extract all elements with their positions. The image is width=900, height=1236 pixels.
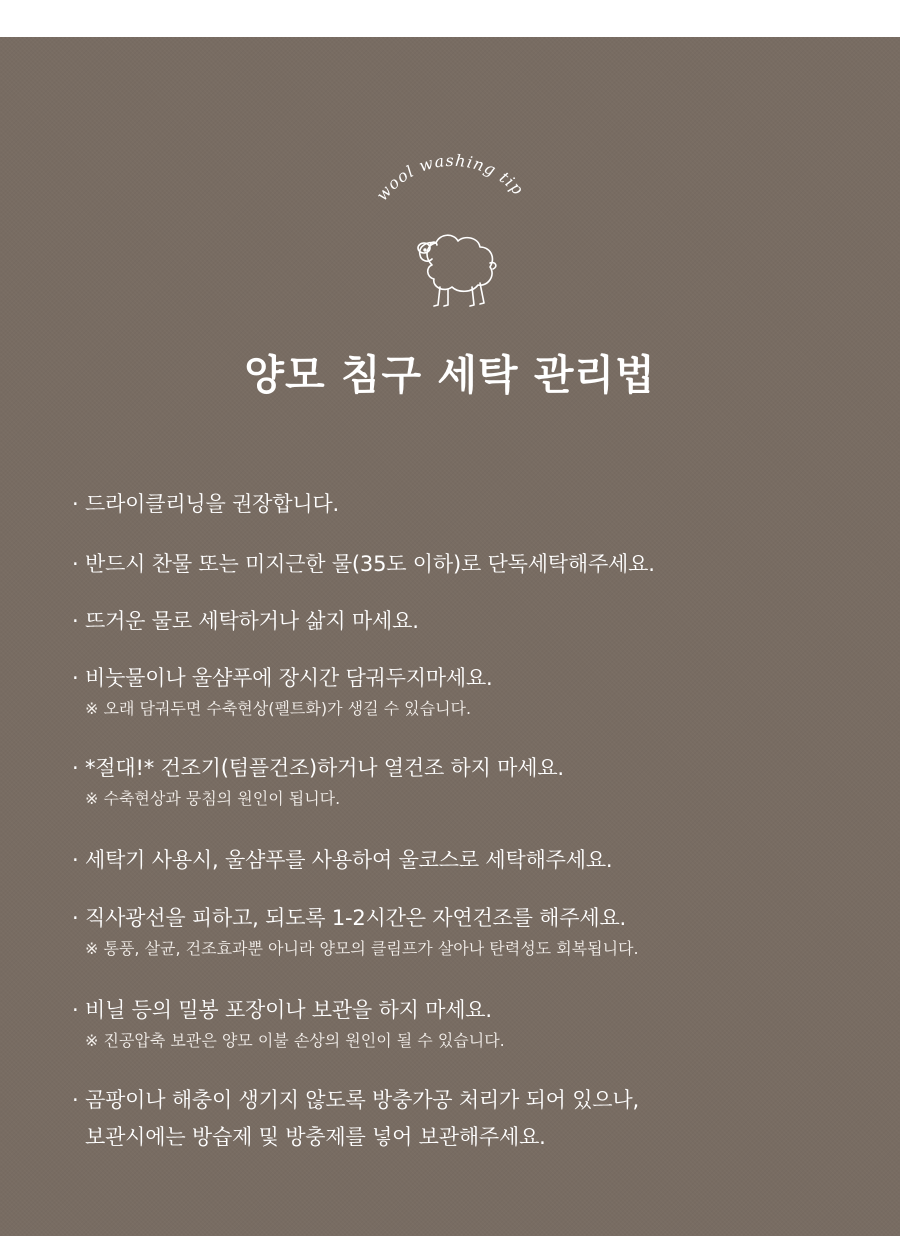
arc-text: wool washing tip	[372, 150, 528, 205]
tip-text: 뜨거운 물로 세탁하거나 삶지 마세요.	[85, 609, 419, 633]
tip-note: ※ 통풍, 살균, 건조효과뿐 아니라 양모의 클림프가 살아나 탄력성도 회복됩니다.	[85, 939, 639, 958]
tip-text: 반드시 찬물 또는 미지근한 물(35도 이하)로 단독세탁해주세요.	[85, 552, 655, 576]
bullet: ·	[72, 1088, 79, 1112]
tip-text: 비눗물이나 울샴푸에 장시간 담궈두지마세요.	[85, 666, 493, 690]
tip-item	[72, 904, 862, 961]
tip-text: 드라이클리닝을 권장합니다.	[85, 492, 339, 516]
tip-text: 비닐 등의 밀봉 포장이나 보관을 하지 마세요.	[85, 998, 492, 1022]
bullet: ·	[72, 666, 79, 690]
tip-text: 직사광선을 피하고, 되도록 1-2시간은 자연건조를 해주세요.	[85, 906, 627, 930]
background-panel	[0, 37, 900, 1236]
tip-item	[72, 846, 862, 875]
sheep-icon	[418, 235, 496, 306]
emblem-graphic	[340, 147, 560, 317]
tip-item	[72, 1086, 862, 1152]
tip-text: 세탁기 사용시, 울샴푸를 사용하여 울코스로 세탁해주세요.	[85, 848, 613, 872]
tip-text-continued: 보관시에는 방습제 및 방충제를 넣어 보관해주세요.	[85, 1125, 546, 1149]
tip-item	[72, 664, 862, 721]
bullet: ·	[72, 906, 79, 930]
bullet: ·	[72, 609, 79, 633]
page-title: 양모 침구 세탁 관리법	[244, 351, 656, 399]
tip-note: ※ 오래 담궈두면 수축현상(펠트화)가 생길 수 있습니다.	[85, 699, 472, 718]
tip-item	[72, 754, 862, 811]
tip-text: 곰팡이나 해충이 생기지 않도록 방충가공 처리가 되어 있으나,	[85, 1088, 639, 1112]
tip-item	[72, 490, 862, 519]
tip-item	[72, 550, 862, 579]
tip-note: ※ 진공압축 보관은 양모 이불 손상의 원인이 될 수 있습니다.	[85, 1031, 505, 1050]
tip-note: ※ 수축현상과 뭉침의 원인이 됩니다.	[85, 789, 341, 808]
tip-item	[72, 607, 862, 636]
tip-text: *절대!* 건조기(텀플건조)하거나 열건조 하지 마세요.	[85, 756, 564, 780]
tip-item	[72, 996, 862, 1053]
bullet: ·	[72, 848, 79, 872]
bullet: ·	[72, 552, 79, 576]
bullet: ·	[72, 998, 79, 1022]
bullet: ·	[72, 492, 79, 516]
wool-washing-tip-emblem	[340, 147, 560, 317]
bullet: ·	[72, 756, 79, 780]
